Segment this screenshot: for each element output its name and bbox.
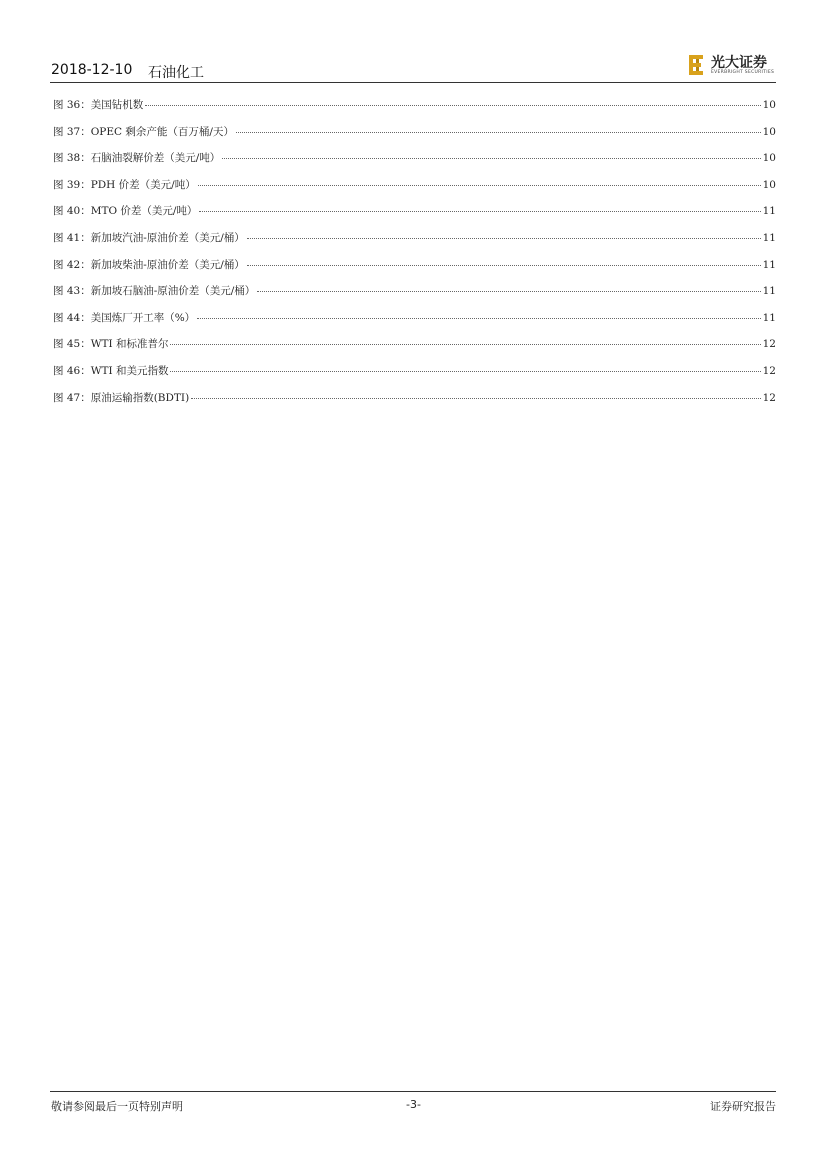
toc-entry-label: 图 38：石脑油裂解价差（美元/吨） (53, 152, 221, 165)
toc-entry-page: 11 (762, 231, 776, 244)
figure-list (53, 97, 776, 416)
toc-leader-dots (145, 105, 760, 106)
toc-entry-page: 10 (762, 152, 776, 165)
report-date: 2018-12-10 (51, 62, 133, 78)
toc-entry-label: 图 36：美国钻机数 (53, 99, 144, 111)
toc-leader-dots (247, 265, 761, 266)
toc-entry[interactable] (53, 390, 776, 417)
page-header (50, 50, 776, 83)
report-sector: 石油化工 (148, 65, 204, 81)
toc-leader-dots (191, 398, 760, 399)
toc-leader-dots (236, 132, 761, 133)
page-number: -3- (406, 1098, 421, 1111)
toc-entry[interactable] (53, 203, 776, 230)
toc-entry-label: 图 46：WTI 和美元指数 (53, 364, 169, 377)
toc-leader-dots (257, 291, 760, 292)
toc-entry-page: 11 (762, 205, 776, 218)
toc-leader-dots (170, 371, 760, 372)
toc-entry[interactable] (53, 283, 776, 310)
toc-leader-dots (198, 185, 761, 186)
toc-entry-label: 图 41：新加坡汽油-原油价差（美元/桶） (53, 231, 245, 244)
toc-entry-page: 12 (762, 391, 776, 404)
toc-entry-label: 图 47：原油运输指数(BDTI) (53, 391, 190, 404)
page-footer (50, 1091, 776, 1116)
toc-leader-dots (170, 344, 760, 345)
toc-entry-label: 图 45：WTI 和标准普尔 (53, 338, 169, 351)
toc-leader-dots (199, 211, 760, 212)
toc-entry[interactable] (53, 336, 776, 363)
toc-entry-label: 图 44：美国炼厂开工率（%） (53, 311, 196, 324)
toc-entry-page: 11 (762, 285, 776, 298)
toc-entry[interactable] (53, 124, 776, 151)
toc-entry-label: 图 39：PDH 价差（美元/吨） (53, 178, 196, 191)
toc-leader-dots (247, 238, 761, 239)
toc-entry-page: 10 (762, 125, 776, 138)
toc-entry-page: 11 (762, 311, 776, 324)
toc-entry[interactable] (53, 177, 776, 204)
everbright-logo-icon (687, 52, 707, 78)
toc-entry[interactable] (53, 310, 776, 337)
toc-entry-label: 图 37：OPEC 剩余产能（百万桶/天） (53, 125, 234, 138)
disclaimer-note: 敬请参阅最后一页特别声明 (51, 1100, 183, 1113)
toc-entry-page: 10 (762, 99, 776, 111)
logo-name-en: EVERBRIGHT SECURITIES (711, 70, 775, 75)
toc-entry-label: 图 43：新加坡石脑油-原油价差（美元/桶） (53, 285, 256, 298)
toc-entry-page: 11 (762, 258, 776, 271)
toc-entry[interactable] (53, 150, 776, 177)
toc-entry-page: 10 (762, 178, 776, 191)
toc-entry-label: 图 42：新加坡柴油-原油价差（美元/桶） (53, 258, 245, 271)
toc-entry-label: 图 40：MTO 价差（美元/吨） (53, 205, 198, 218)
toc-entry-page: 12 (762, 338, 776, 351)
company-logo (687, 52, 774, 78)
toc-entry[interactable] (53, 230, 776, 257)
toc-entry[interactable] (53, 257, 776, 284)
toc-entry[interactable] (53, 363, 776, 390)
logo-name-cn: 光大证券 (711, 55, 767, 71)
toc-leader-dots (197, 318, 760, 319)
toc-entry[interactable] (53, 97, 776, 124)
report-type: 证券研究报告 (710, 1100, 776, 1113)
toc-entry-page: 12 (762, 364, 776, 377)
toc-leader-dots (222, 158, 760, 159)
